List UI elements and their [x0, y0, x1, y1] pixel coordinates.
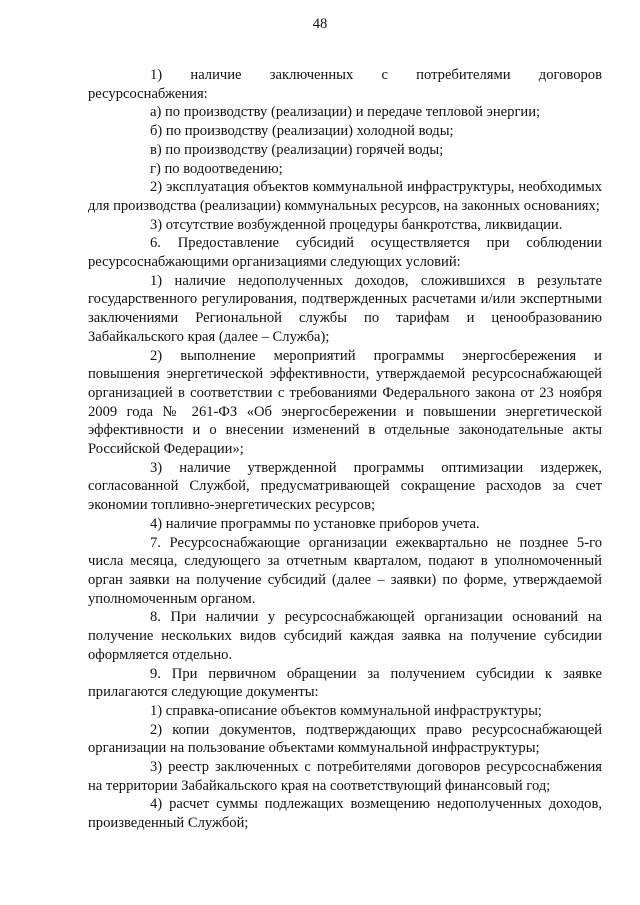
- paragraph-clause-9-item-2: 2) копии документов, подтверждающих право ресурсоснабжающей организации на пользование объектами коммунальной инфраструктуры;: [88, 721, 602, 757]
- paragraph-item-3-no-bankruptcy: 3) отсутствие возбужденной процедуры банкротства, ликвидации.: [150, 216, 563, 233]
- paragraph-clause-7: 7. Ресурсоснабжающие организации ежеквартально не позднее 5-го числа месяца, следующего за отчетным кварталом, подают в уполномоченный орган заявки на получение субсидий (далее – заявки) по форме, утверждаемой уполномоченным органом.: [88, 534, 602, 607]
- paragraph-item-a-heat: а) по производству (реализации) и передаче тепловой энергии;: [150, 104, 541, 121]
- paragraph-clause-9-item-3: 3) реестр заключенных с потребителями договоров ресурсоснабжения на территории Забайкальского края на соответствующий финансовый год;: [88, 759, 602, 794]
- paragraph-clause-9-item-4: 4) расчет суммы подлежащих возмещению недополученных доходов, произведенный Службой;: [88, 796, 602, 832]
- paragraph-item-b-cold-water: б) по производству (реализации) холодной воды;: [150, 123, 454, 140]
- paragraph-clause-9: 9. При первичном обращении за получением субсидии к заявке прилагаются следующие документы:: [88, 665, 602, 701]
- paragraph-clause-6-item-2: 2) выполнение мероприятий программы энергосбережения и повышения энергетической эффективности, утверждаемой ресурсоснабжающей организацией в соответствии с требованиями Федерального закона от 23 ноября 2009 года № 261-ФЗ «Об энергосбережении и повышении энергетической эффективности и о внесении изменений в отдельные законодательные акты Российской Федерации»;: [88, 347, 602, 458]
- document-body: [88, 66, 602, 833]
- paragraph-item-2-operation: 2) эксплуатация объектов коммунальной инфраструктуры, необходимых для производства (реализации) коммунальных ресурсов, на законных основаниях;: [88, 179, 602, 214]
- paragraph-clause-6-item-3: 3) наличие утвержденной программы оптимизации издержек, согласованной Службой, предусматривающей сокращение расходов за счет экономии топливно-энергетических ресурсов;: [88, 459, 602, 514]
- paragraph-clause-6: 6. Предоставление субсидий осуществляется при соблюдении ресурсоснабжающими организациями следующих условий:: [88, 235, 602, 271]
- paragraph-item-g-drainage: г) по водоотведению;: [150, 160, 283, 177]
- paragraph-clause-8: 8. При наличии у ресурсоснабжающей организации оснований на получение нескольких видов субсидий каждая заявка на получение субсидии оформляется отдельно.: [88, 609, 602, 663]
- paragraph-clause-9-item-1: 1) справка-описание объектов коммунальной инфраструктуры;: [150, 702, 542, 719]
- page-number: 48: [312, 16, 328, 32]
- paragraph-clause-6-item-4: 4) наличие программы по установке приборов учета.: [150, 515, 480, 532]
- paragraph-item-v-hot-water: в) по производству (реализации) горячей воды;: [150, 141, 444, 158]
- paragraph-item-1-contracts: 1) наличие заключенных с потребителями договоров ресурсоснабжения:: [88, 67, 602, 102]
- paragraph-clause-6-item-1: 1) наличие недополученных доходов, сложившихся в результате государственного регулирования, подтвержденных расчетами и/или экспертными заключениями Региональной службы по тарифам и ценообразованию Забайкальского края (далее – Служба);: [88, 272, 602, 345]
